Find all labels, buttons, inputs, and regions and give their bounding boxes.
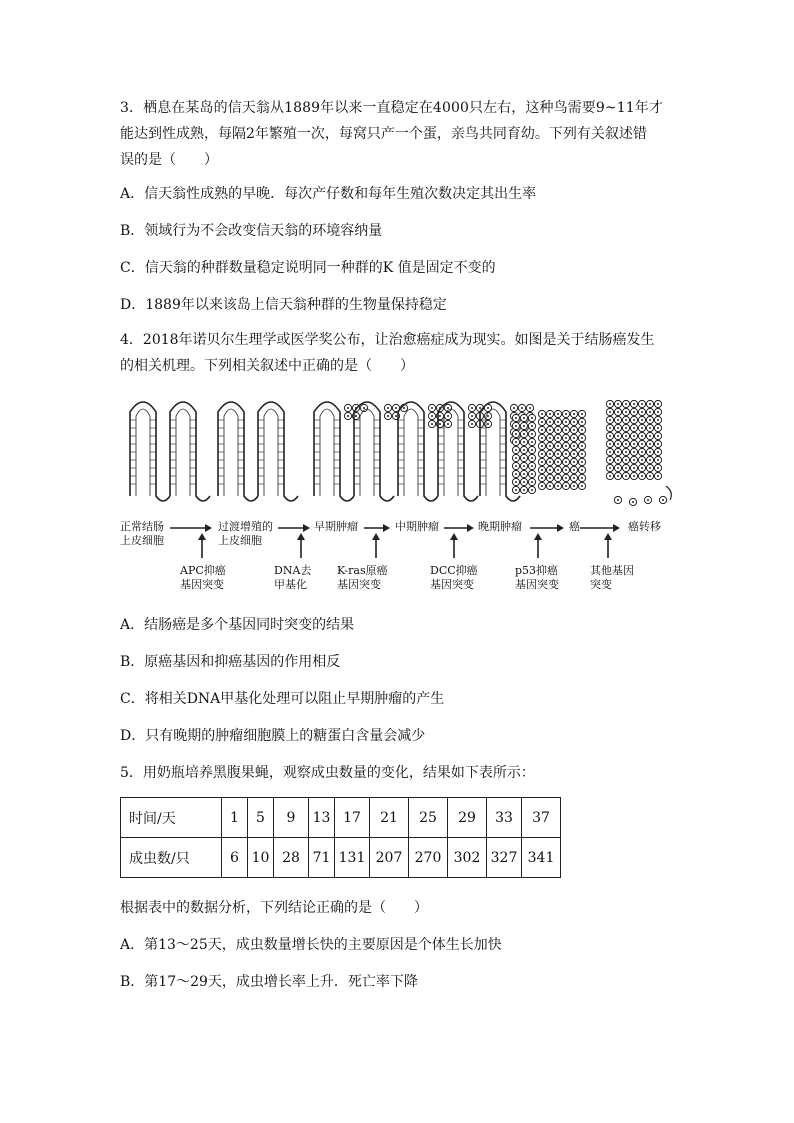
stage-label-mid-tumor: 中期肿瘤 xyxy=(395,520,439,533)
cancer-cell-nucleus xyxy=(633,419,635,421)
cancer-cell-nucleus xyxy=(649,435,651,437)
table-cell: 131 xyxy=(335,838,370,878)
cancer-cell-nucleus xyxy=(617,411,619,413)
tumor-cell-nucleus xyxy=(447,423,449,425)
tumor-cell-nucleus xyxy=(487,423,489,425)
colon-cancer-figure xyxy=(118,388,678,600)
table-cell: 71 xyxy=(309,838,335,878)
tumor-cell-nucleus xyxy=(523,449,525,451)
cancer-cell-nucleus xyxy=(625,435,627,437)
table-row-time xyxy=(121,798,561,838)
q5-after-table: 根据表中的数据分析，下列结论正确的是（ ） xyxy=(120,900,428,916)
tumor-cell-nucleus xyxy=(523,425,525,427)
cancer-cell-nucleus xyxy=(541,445,543,447)
metastatic-cell-nucleus xyxy=(617,499,619,501)
cancer-cell-nucleus xyxy=(609,443,611,445)
tumor-cell-nucleus xyxy=(531,449,533,451)
cancer-cell-nucleus xyxy=(641,435,643,437)
cancer-cell-nucleus xyxy=(609,451,611,453)
villus-inner xyxy=(224,409,238,496)
cancer-cell-nucleus xyxy=(573,421,575,423)
q3-line-1: 3．栖息在某岛的信天翁从1889年以来一直稳定在4000只左右，这种鸟需要9~11年才 xyxy=(120,100,663,116)
stage-arrow-head xyxy=(557,524,564,532)
cancer-cell-nucleus xyxy=(633,459,635,461)
tumor-cell-nucleus xyxy=(531,473,533,475)
cancer-cell-nucleus xyxy=(573,461,575,463)
q5-stem: 5．用奶瓶培养黑腹果蝇，观察成虫数量的变化，结果如下表所示： xyxy=(120,765,535,781)
cancer-cell-nucleus xyxy=(649,419,651,421)
cancer-cell-nucleus xyxy=(657,443,659,445)
cancer-cell-nucleus xyxy=(609,427,611,429)
tumor-cell-nucleus xyxy=(347,415,349,417)
stage-arrow-head xyxy=(383,524,390,532)
cancer-cell-nucleus xyxy=(565,453,567,455)
villus-inner xyxy=(176,409,190,496)
cancer-cell-nucleus xyxy=(657,459,659,461)
mutation-label-kras: K-ras原癌 基因突变 xyxy=(337,564,388,591)
tumor-cell-nucleus xyxy=(515,465,517,467)
cancer-cell-nucleus xyxy=(625,419,627,421)
cancer-cell-nucleus xyxy=(625,467,627,469)
cancer-cell-nucleus xyxy=(565,437,567,439)
stage-label-hyperplasia: 过渡增殖的 上皮细胞 xyxy=(218,520,273,547)
cancer-cell-nucleus xyxy=(609,435,611,437)
tumor-cell-nucleus xyxy=(523,473,525,475)
table-cell: 270 xyxy=(409,838,448,878)
q4-line-1: 4．2018年诺贝尔生理学或医学奖公布，让治愈癌症成为现实。如图是关于结肠癌发生 xyxy=(120,332,655,348)
tumor-cell-nucleus xyxy=(355,415,357,417)
cancer-cell-nucleus xyxy=(633,451,635,453)
cancer-cell-nucleus xyxy=(617,427,619,429)
cancer-cell-nucleus xyxy=(641,419,643,421)
cancer-cell-nucleus xyxy=(565,445,567,447)
cancer-cell-nucleus xyxy=(625,403,627,405)
cancer-cell-nucleus xyxy=(625,475,627,477)
cancer-cell-nucleus xyxy=(565,413,567,415)
q3-line-2: 能达到性成熟，每隔2年繁殖一次，每窝只产一个蛋，亲鸟共同育幼。下列有关叙述错 xyxy=(120,126,647,142)
tumor-cell-nucleus xyxy=(529,407,531,409)
cancer-cell-nucleus xyxy=(609,459,611,461)
cancer-cell-nucleus xyxy=(557,485,559,487)
cancer-cell-nucleus xyxy=(657,419,659,421)
mutation-arrow-head xyxy=(534,533,542,540)
q3-option-d: D．1889年以来该岛上信天翁种群的生物量保持稳定 xyxy=(120,297,447,313)
cancer-cell-nucleus xyxy=(573,453,575,455)
fruit-fly-table xyxy=(120,797,561,878)
stage-label-metastasis: 癌转移 xyxy=(628,520,661,533)
cancer-cell-nucleus xyxy=(617,435,619,437)
stage-label-late-tumor: 晚期肿瘤 xyxy=(478,520,522,533)
cancer-cell-nucleus xyxy=(581,477,583,479)
table-cell: 13 xyxy=(309,798,335,838)
villus-inner xyxy=(404,409,418,496)
villus-inner xyxy=(320,409,334,496)
cancer-cell-nucleus xyxy=(549,413,551,415)
villus-inner xyxy=(264,409,278,496)
stage-label-normal: 正常结肠 上皮细胞 xyxy=(120,520,164,547)
tumor-cell-nucleus xyxy=(471,423,473,425)
cancer-cell-nucleus xyxy=(565,469,567,471)
cancer-cell-nucleus xyxy=(557,445,559,447)
tumor-cell-nucleus xyxy=(523,417,525,419)
cancer-cell-nucleus xyxy=(565,485,567,487)
tumor-cell-nucleus xyxy=(523,433,525,435)
cancer-cell-nucleus xyxy=(641,459,643,461)
cancer-cell-nucleus xyxy=(617,451,619,453)
tumor-cell-nucleus xyxy=(523,441,525,443)
cancer-cell-nucleus xyxy=(633,403,635,405)
tumor-cell-nucleus xyxy=(515,417,517,419)
mutation-arrow-head xyxy=(372,533,380,540)
tumor-cell-nucleus xyxy=(487,407,489,409)
table-header-count: 成虫数/只 xyxy=(121,838,222,878)
cancer-cell-nucleus xyxy=(641,467,643,469)
villus-inner xyxy=(360,409,374,496)
tumor-cell-nucleus xyxy=(447,407,449,409)
cancer-cell-nucleus xyxy=(609,475,611,477)
table-cell: 207 xyxy=(370,838,409,878)
cancer-cell-nucleus xyxy=(617,467,619,469)
cancer-cell-nucleus xyxy=(581,429,583,431)
tumor-cell-nucleus xyxy=(479,407,481,409)
tumor-cell-nucleus xyxy=(471,415,473,417)
tumor-cell-nucleus xyxy=(515,425,517,427)
cancer-cell-nucleus xyxy=(617,475,619,477)
tumor-cell-nucleus xyxy=(439,423,441,425)
table-cell: 327 xyxy=(487,838,522,878)
cancer-cell-nucleus xyxy=(609,467,611,469)
cancer-cell-nucleus xyxy=(549,429,551,431)
table-cell: 17 xyxy=(335,798,370,838)
mutation-label-dna-demethylation: DNA去 甲基化 xyxy=(274,564,312,591)
cancer-cell-nucleus xyxy=(657,403,659,405)
metastatic-cell-nucleus xyxy=(632,501,634,503)
cancer-cell-nucleus xyxy=(581,413,583,415)
cancer-cell-nucleus xyxy=(657,451,659,453)
q4-option-b: B．原癌基因和抑癌基因的作用相反 xyxy=(120,654,341,670)
cancer-cell-nucleus xyxy=(609,403,611,405)
tumor-cell-nucleus xyxy=(531,433,533,435)
mutation-arrow-head xyxy=(450,533,458,540)
cancer-cell-nucleus xyxy=(617,403,619,405)
cancer-cell-nucleus xyxy=(641,427,643,429)
cancer-cell-nucleus xyxy=(617,419,619,421)
cancer-cell-nucleus xyxy=(549,445,551,447)
stage-arrow-head xyxy=(205,524,212,532)
mutation-label-p53: p53抑癌 基因突变 xyxy=(515,564,559,591)
tumor-cell-nucleus xyxy=(515,481,517,483)
tumor-cell-nucleus xyxy=(531,457,533,459)
table-cell: 6 xyxy=(222,838,248,878)
cancer-cell-nucleus xyxy=(541,477,543,479)
cancer-cell-nucleus xyxy=(541,413,543,415)
tumor-cell-nucleus xyxy=(471,407,473,409)
cancer-cell-nucleus xyxy=(641,411,643,413)
q3-option-c: C．信天翁的种群数量稳定说明同一种群的K 值是固定不变的 xyxy=(120,260,496,276)
cancer-cell-nucleus xyxy=(609,411,611,413)
cancer-cell-nucleus xyxy=(617,443,619,445)
cancer-cell-nucleus xyxy=(633,443,635,445)
tumor-cell-nucleus xyxy=(523,481,525,483)
cancer-cell-nucleus xyxy=(573,477,575,479)
tumor-cell-nucleus xyxy=(523,457,525,459)
stage-arrow-head xyxy=(467,524,474,532)
cancer-cell-nucleus xyxy=(625,427,627,429)
q3-line-3: 误的是（ ） xyxy=(120,152,218,168)
tumor-cell-nucleus xyxy=(531,481,533,483)
cancer-cell-nucleus xyxy=(581,421,583,423)
tumor-cell-nucleus xyxy=(347,407,349,409)
cancer-cell-nucleus xyxy=(573,469,575,471)
table-cell: 9 xyxy=(274,798,309,838)
tumor-cell-nucleus xyxy=(531,489,533,491)
cancer-cell-nucleus xyxy=(541,469,543,471)
cancer-cell-nucleus xyxy=(541,453,543,455)
cancer-cell-nucleus xyxy=(549,477,551,479)
tumor-cell-nucleus xyxy=(431,415,433,417)
table-cell: 10 xyxy=(248,838,274,878)
table-cell: 5 xyxy=(248,798,274,838)
cancer-cell-nucleus xyxy=(573,445,575,447)
mutation-arrow-head xyxy=(198,533,206,540)
q5-option-b: B．第17～29天，成虫增长率上升．死亡率下降 xyxy=(120,974,418,990)
cancer-cell-nucleus xyxy=(557,477,559,479)
cancer-cell-nucleus xyxy=(581,469,583,471)
tumor-cell-nucleus xyxy=(403,407,405,409)
cancer-cell-nucleus xyxy=(625,451,627,453)
tumor-cell-nucleus xyxy=(439,415,441,417)
cancer-cell-nucleus xyxy=(649,451,651,453)
cancer-cell-nucleus xyxy=(549,437,551,439)
cancer-cell-nucleus xyxy=(657,475,659,477)
table-cell: 302 xyxy=(448,838,487,878)
tumor-cell-nucleus xyxy=(515,489,517,491)
cancer-cell-nucleus xyxy=(541,485,543,487)
table-cell: 33 xyxy=(487,798,522,838)
cancer-cell-nucleus xyxy=(657,427,659,429)
table-header-time: 时间/天 xyxy=(121,798,222,838)
cancer-cell-nucleus xyxy=(633,467,635,469)
tumor-cell-nucleus xyxy=(521,407,523,409)
tumor-cell-nucleus xyxy=(395,415,397,417)
stage-label-early-tumor: 早期肿瘤 xyxy=(314,520,358,533)
cancer-cell-nucleus xyxy=(541,437,543,439)
tumor-cell-nucleus xyxy=(531,465,533,467)
cancer-cell-nucleus xyxy=(657,411,659,413)
metastatic-cell-nucleus xyxy=(662,499,664,501)
tumor-cell-nucleus xyxy=(515,441,517,443)
tumor-cell-nucleus xyxy=(363,407,365,409)
tumor-cell-nucleus xyxy=(515,473,517,475)
stage-arrow-head xyxy=(613,524,620,532)
cancer-cell-nucleus xyxy=(641,475,643,477)
tumor-cell-nucleus xyxy=(515,433,517,435)
cancer-cell-nucleus xyxy=(617,459,619,461)
cancer-cell-nucleus xyxy=(565,461,567,463)
stage-label-cancer: 癌 xyxy=(569,520,580,533)
cancer-cell-nucleus xyxy=(649,427,651,429)
tumor-cell-nucleus xyxy=(515,457,517,459)
q3-option-b: B．领域行为不会改变信天翁的环境容纳量 xyxy=(120,223,383,239)
cancer-cell-nucleus xyxy=(581,461,583,463)
tumor-cell-nucleus xyxy=(431,407,433,409)
cancer-cell-nucleus xyxy=(573,429,575,431)
cancer-cell-nucleus xyxy=(633,475,635,477)
cancer-cell-nucleus xyxy=(541,461,543,463)
tumor-cell-nucleus xyxy=(515,449,517,451)
cancer-cell-nucleus xyxy=(581,445,583,447)
cancer-cell-nucleus xyxy=(625,443,627,445)
table-cell: 341 xyxy=(522,838,561,878)
cancer-cell-nucleus xyxy=(641,451,643,453)
cancer-cell-nucleus xyxy=(573,413,575,415)
tumor-cell-nucleus xyxy=(431,423,433,425)
tumor-cell-nucleus xyxy=(387,407,389,409)
cancer-cell-nucleus xyxy=(565,429,567,431)
cancer-cell-nucleus xyxy=(565,421,567,423)
cancer-cell-nucleus xyxy=(625,411,627,413)
cancer-cell-nucleus xyxy=(609,419,611,421)
tumor-cell-nucleus xyxy=(523,489,525,491)
cancer-cell-nucleus xyxy=(541,421,543,423)
table-cell: 28 xyxy=(274,838,309,878)
villus-inner xyxy=(136,409,150,496)
mutation-label-dcc: DCC抑癌 基因突变 xyxy=(430,564,478,591)
cancer-cell-nucleus xyxy=(549,461,551,463)
cancer-cell-nucleus xyxy=(557,413,559,415)
cancer-cell-nucleus xyxy=(641,443,643,445)
tumor-cell-nucleus xyxy=(531,417,533,419)
cancer-cell-nucleus xyxy=(541,429,543,431)
table-cell: 37 xyxy=(522,798,561,838)
cancer-cell-nucleus xyxy=(649,443,651,445)
cancer-cell-nucleus xyxy=(573,437,575,439)
tumor-cell-nucleus xyxy=(387,415,389,417)
tumor-cell-nucleus xyxy=(487,415,489,417)
cancer-cell-nucleus xyxy=(557,421,559,423)
tumor-cell-nucleus xyxy=(447,415,449,417)
tumor-cell-nucleus xyxy=(395,407,397,409)
table-row-count xyxy=(121,838,561,878)
cancer-cell-nucleus xyxy=(557,461,559,463)
cancer-cell-nucleus xyxy=(649,459,651,461)
cancer-cell-nucleus xyxy=(557,429,559,431)
mutation-arrow-head xyxy=(604,533,612,540)
cancer-cell-nucleus xyxy=(649,467,651,469)
tumor-cell-nucleus xyxy=(531,425,533,427)
q4-option-a: A．结肠癌是多个基因同时突变的结果 xyxy=(120,617,355,633)
cancer-cell-nucleus xyxy=(633,411,635,413)
cancer-cell-nucleus xyxy=(641,403,643,405)
cancer-cell-nucleus xyxy=(649,411,651,413)
cancer-cell-nucleus xyxy=(625,459,627,461)
cancer-cell-nucleus xyxy=(565,477,567,479)
table-cell: 21 xyxy=(370,798,409,838)
cancer-cell-nucleus xyxy=(557,469,559,471)
cancer-cell-nucleus xyxy=(649,403,651,405)
mutation-arrow-head xyxy=(297,533,305,540)
tumor-cell-nucleus xyxy=(513,407,515,409)
cancer-cell-nucleus xyxy=(573,485,575,487)
q5-option-a: A．第13～25天，成虫数量增长快的主要原因是个体生长加快 xyxy=(120,937,502,953)
cancer-cell-nucleus xyxy=(581,485,583,487)
cancer-cell-nucleus xyxy=(657,467,659,469)
q4-option-d: D．只有晚期的肿瘤细胞膜上的糖蛋白含量会减少 xyxy=(120,728,426,744)
cancer-cell-nucleus xyxy=(557,437,559,439)
cancer-cell-nucleus xyxy=(549,469,551,471)
q4-line-2: 的相关机理。下列相关叙述中正确的是（ ） xyxy=(120,358,414,374)
cancer-cell-nucleus xyxy=(557,453,559,455)
cancer-cell-nucleus xyxy=(549,485,551,487)
stage-arrow-head xyxy=(303,524,310,532)
cancer-cell-nucleus xyxy=(581,437,583,439)
q4-option-c: C．将相关DNA甲基化处理可以阻止早期肿瘤的产生 xyxy=(120,691,445,707)
table-cell: 1 xyxy=(222,798,248,838)
cancer-cell-nucleus xyxy=(657,435,659,437)
cancer-cell-nucleus xyxy=(633,435,635,437)
mutation-label-other: 其他基因 突变 xyxy=(590,564,634,591)
cancer-cell-nucleus xyxy=(549,453,551,455)
tumor-cell-nucleus xyxy=(531,441,533,443)
metastatic-cell-nucleus xyxy=(647,499,649,501)
q3-option-a: A．信天翁性成熟的早晚．每次产仔数和每年生殖次数决定其出生率 xyxy=(120,186,537,202)
cancer-cell-nucleus xyxy=(581,453,583,455)
tumor-cell-nucleus xyxy=(523,465,525,467)
cancer-cell-nucleus xyxy=(633,427,635,429)
cancer-cell-nucleus xyxy=(549,421,551,423)
table-cell: 25 xyxy=(409,798,448,838)
metastasis-curve xyxy=(666,486,671,500)
cancer-cell-nucleus xyxy=(649,475,651,477)
table-cell: 29 xyxy=(448,798,487,838)
mutation-label-apc: APC抑癌 基因突变 xyxy=(180,564,226,591)
